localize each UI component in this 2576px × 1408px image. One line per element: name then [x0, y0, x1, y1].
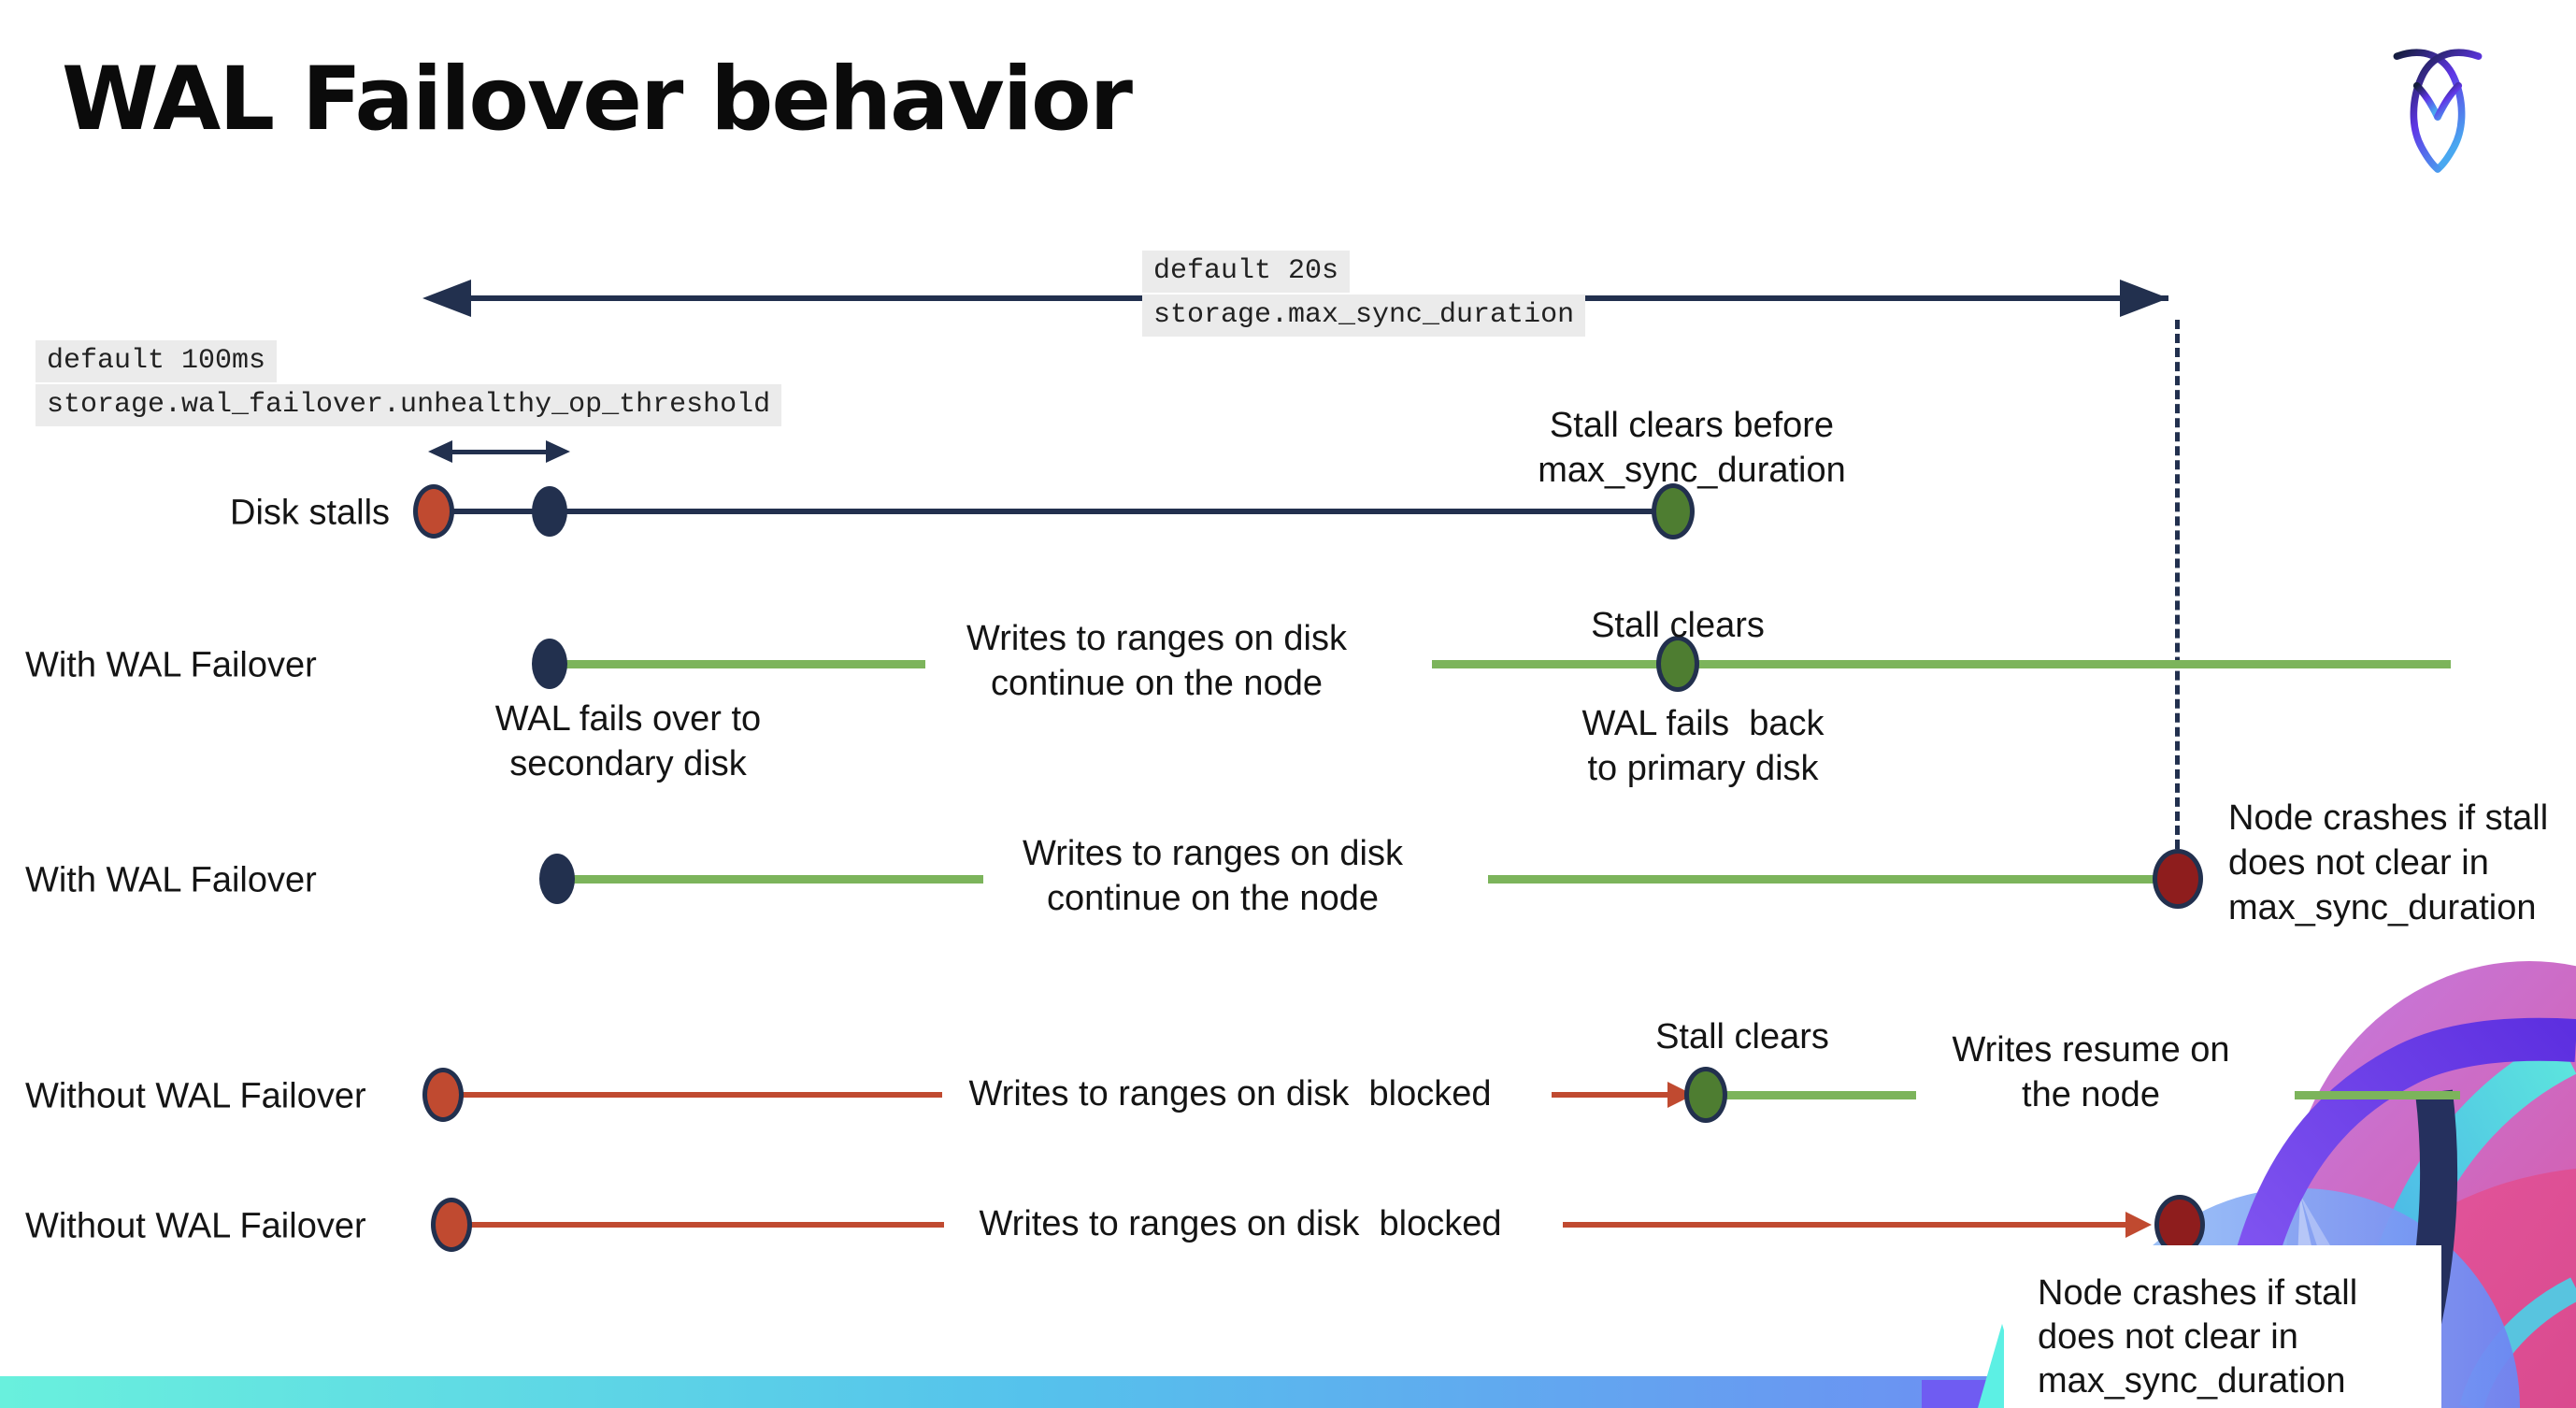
- writes-continue-line-1b: [1432, 660, 2451, 668]
- max-sync-duration-label: [1142, 251, 1585, 338]
- cockroachdb-logo-icon: [2385, 43, 2490, 176]
- wal-fails-back-note: WAL fails back to primary disk: [1581, 704, 1825, 788]
- writes-resume-note: Writes resume on the node: [1952, 1030, 2230, 1114]
- small-arrow-right-icon: [546, 440, 570, 463]
- stall-start-dot-1: [422, 1068, 464, 1122]
- stall-clears-before-note: Stall clears before max_sync_duration: [1538, 406, 1846, 490]
- max-sync-default: default 20s: [1142, 251, 1350, 293]
- writes-continue-note-1: Writes to ranges on disk continue on the node: [966, 619, 1347, 703]
- row-label-with-wal-failover-1: With WAL Failover: [25, 645, 317, 685]
- small-arrow-left-icon: [428, 440, 452, 463]
- max-sync-setting: storage.max_sync_duration: [1142, 295, 1585, 337]
- arrow-left-icon: [422, 280, 471, 317]
- node-crash-dot-1: [2153, 849, 2203, 909]
- writes-continue-line-1a: [561, 660, 925, 668]
- threshold-setting: storage.wal_failover.unhealthy_op_threshold: [36, 384, 781, 426]
- row-label-without-wal-failover-2: Without WAL Failover: [25, 1206, 366, 1246]
- failover-dot-2: [539, 854, 575, 904]
- disk-stall-start-dot: [413, 484, 454, 539]
- disk-stall-timeline: [439, 509, 1673, 514]
- max-sync-deadline-dashed-line: [2175, 320, 2180, 849]
- blocked-arrow-line-1: [1552, 1092, 1671, 1098]
- writes-continue-line-2a: [568, 875, 983, 884]
- writes-resume-line-b: [2295, 1091, 2460, 1099]
- blocked-arrowhead-2: [2125, 1212, 2152, 1238]
- threshold-arrow-line: [441, 450, 555, 454]
- row-label-with-wal-failover-2: With WAL Failover: [25, 860, 317, 900]
- blocked-arrow-line-2: [1563, 1222, 2127, 1228]
- writes-blocked-line-2: [463, 1222, 944, 1228]
- node-crashes-note-2: Node crashes if stall does not clear in max_sync_duration: [2038, 1273, 2358, 1401]
- writes-blocked-note-1: Writes to ranges on disk blocked: [968, 1074, 1492, 1113]
- stall-start-dot-2: [431, 1198, 472, 1252]
- stall-clears-note-1: Stall clears: [1591, 606, 1765, 645]
- node-crashes-callout: [2004, 1245, 2441, 1408]
- wal-fails-over-note: WAL fails over to secondary disk: [494, 699, 762, 783]
- threshold-reached-dot: [532, 486, 567, 537]
- node-crashes-note-1: Node crashes if stall does not clear in max_sync_duration: [2228, 798, 2549, 927]
- unhealthy-op-threshold-label: [36, 340, 781, 428]
- writes-continue-line-2b: [1488, 875, 2157, 884]
- writes-resume-line-a: [1720, 1091, 1916, 1099]
- writes-continue-note-2: Writes to ranges on disk continue on the node: [1023, 834, 1403, 918]
- stall-clears-dot-2: [1684, 1067, 1727, 1123]
- threshold-default: default 100ms: [36, 340, 277, 382]
- failover-dot-1: [532, 639, 567, 689]
- arrow-right-icon: [2120, 280, 2168, 317]
- writes-blocked-note-2: Writes to ranges on disk blocked: [979, 1204, 1502, 1243]
- page-title: WAL Failover behavior: [62, 49, 1131, 151]
- stall-clears-note-2: Stall clears: [1655, 1017, 1829, 1056]
- row-label-without-wal-failover-1: Without WAL Failover: [25, 1076, 366, 1116]
- writes-blocked-line-1: [454, 1092, 942, 1098]
- row-label-disk-stalls: Disk stalls: [230, 493, 391, 533]
